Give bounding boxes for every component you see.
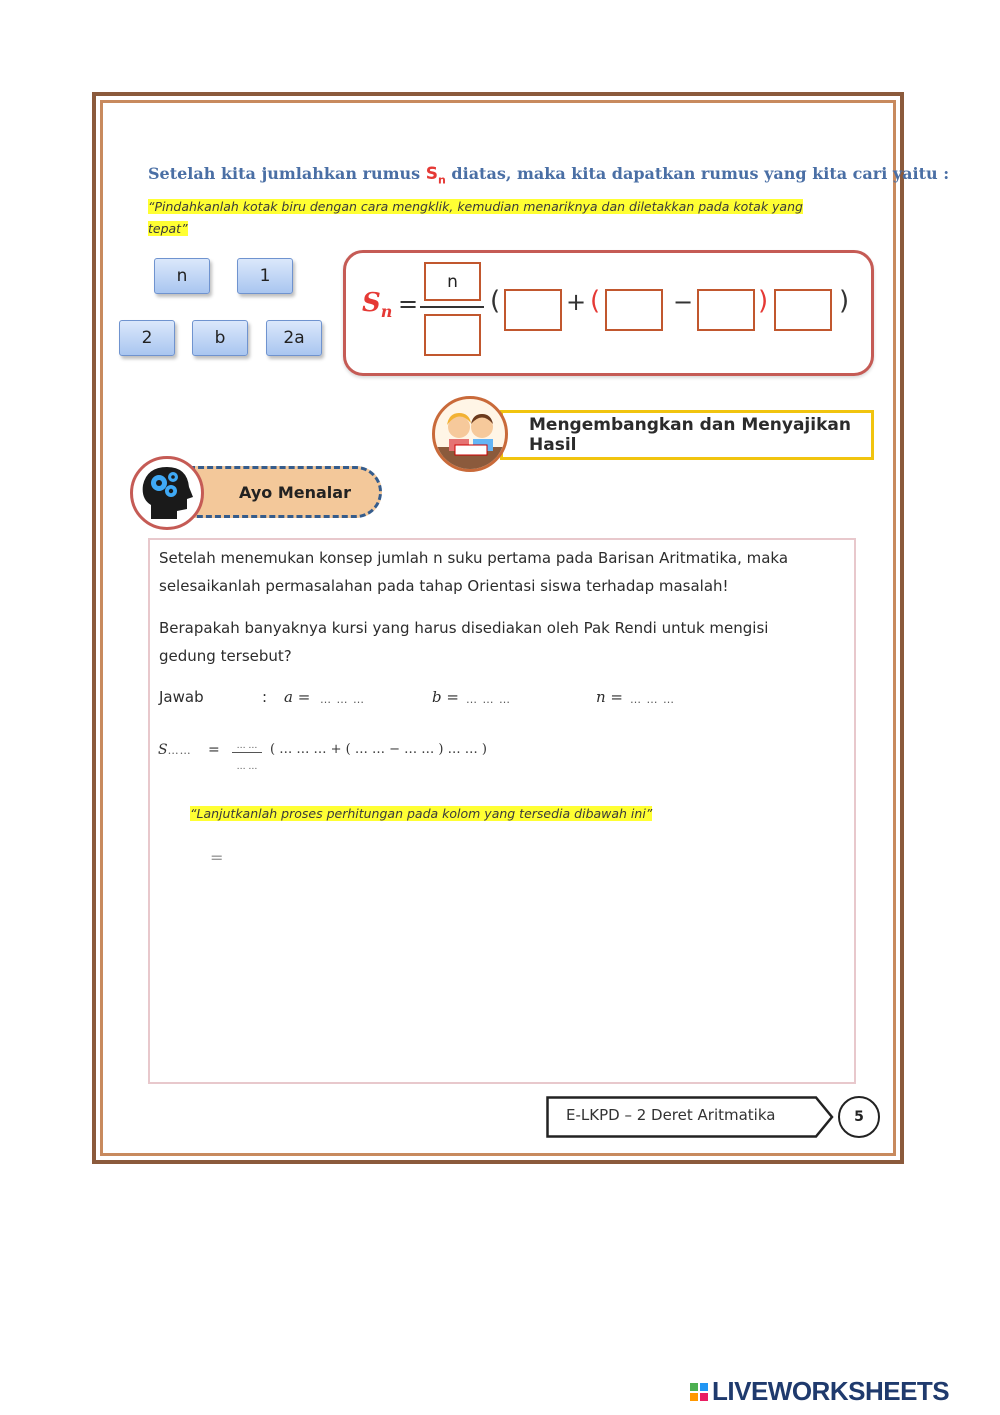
heading-text-before: Setelah kita jumlahkan rumus bbox=[148, 164, 421, 183]
footer-label: E-LKPD – 2 Deret Aritmatika bbox=[566, 1106, 776, 1124]
head-gears-icon bbox=[130, 456, 204, 530]
work-equals-sign: = bbox=[210, 848, 224, 867]
paragraph-2-line-1: Berapakah banyaknya kursi yang harus disediakan oleh Pak Rendi untuk mengisi bbox=[159, 619, 769, 637]
liveworksheets-logo bbox=[690, 1376, 949, 1407]
paren-open-inner: ( bbox=[590, 286, 601, 316]
students-reading-icon bbox=[432, 396, 508, 472]
ayo-menalar-label: Ayo Menalar bbox=[188, 466, 382, 518]
minus-sign: − bbox=[673, 288, 694, 316]
drag-tile-2a[interactable]: 2a bbox=[266, 320, 322, 356]
heading-text-after: diatas, maka kita dapatkan rumus yang kita cari yaitu : bbox=[451, 164, 950, 183]
formula-equals: = bbox=[398, 290, 419, 318]
s-label: S bbox=[158, 742, 168, 758]
a-blank[interactable]: … … … bbox=[320, 693, 365, 706]
drop-slot-first-term[interactable] bbox=[504, 289, 562, 331]
section-heading bbox=[148, 164, 950, 187]
continue-note: “Lanjutkanlah proses perhitungan pada kolom yang tersedia dibawah ini” bbox=[190, 806, 653, 821]
drag-tile-b[interactable]: b bbox=[192, 320, 248, 356]
drag-tile-1[interactable]: 1 bbox=[237, 258, 293, 294]
formula-sn: $S_n$ bbox=[362, 288, 393, 322]
logo-grid-icon bbox=[690, 1383, 708, 1401]
paragraph-1-line-2: selesaikanlah permasalahan pada tahap Orientasi siswa terhadap masalah! bbox=[159, 577, 729, 595]
drop-slot-inner-second[interactable] bbox=[697, 289, 755, 331]
paren-close-inner: ) bbox=[758, 286, 769, 316]
drop-slot-numerator[interactable]: n bbox=[424, 262, 481, 301]
jawab-label: Jawab bbox=[159, 688, 204, 706]
jawab-colon: : bbox=[262, 688, 268, 706]
drag-tile-n[interactable]: n bbox=[154, 258, 210, 294]
drag-instruction: “Pindahkanlah kotak biru dengan cara mengklik, kemudian menariknya dan diletakkan pada kotak yang tepat” bbox=[148, 199, 803, 236]
paren-open-outer: ( bbox=[490, 286, 501, 316]
brand-text: LIVEWORKSHEETS bbox=[712, 1376, 950, 1406]
s-denominator-blank[interactable]: … … bbox=[236, 762, 258, 772]
s-numerator-blank[interactable]: … … bbox=[232, 740, 262, 753]
b-label: b = bbox=[432, 688, 459, 706]
plus-sign: + bbox=[566, 288, 587, 316]
a-label: a = bbox=[284, 688, 311, 706]
n-label: n = bbox=[596, 688, 623, 706]
paragraph-1-line-1: Setelah menemukan konsep jumlah n suku pertama pada Barisan Aritmatika, maka bbox=[159, 549, 789, 567]
heading-sn-symbol: $S_n$ bbox=[425, 164, 446, 187]
fraction-line bbox=[420, 306, 484, 308]
paragraph-2-line-2: gedung tersebut? bbox=[159, 647, 292, 665]
sum-formula-row bbox=[158, 742, 192, 758]
drop-slot-denominator[interactable] bbox=[424, 314, 481, 356]
develop-present-banner: Mengembangkan dan Menyajikan Hasil bbox=[500, 410, 874, 460]
n-blank[interactable]: … … … bbox=[630, 693, 675, 706]
b-blank[interactable]: … … … bbox=[466, 693, 511, 706]
s-equals: = bbox=[208, 742, 220, 758]
paren-close-outer: ) bbox=[839, 286, 850, 316]
s-subscript-blank[interactable]: …… bbox=[167, 744, 192, 757]
drop-slot-last-term[interactable] bbox=[774, 289, 832, 331]
page-number: 5 bbox=[838, 1096, 880, 1138]
drag-tile-2[interactable]: 2 bbox=[119, 320, 175, 356]
drop-slot-inner-first[interactable] bbox=[605, 289, 663, 331]
s-expression[interactable]: ( … … … + ( … … − … … ) … … ) bbox=[270, 742, 487, 757]
